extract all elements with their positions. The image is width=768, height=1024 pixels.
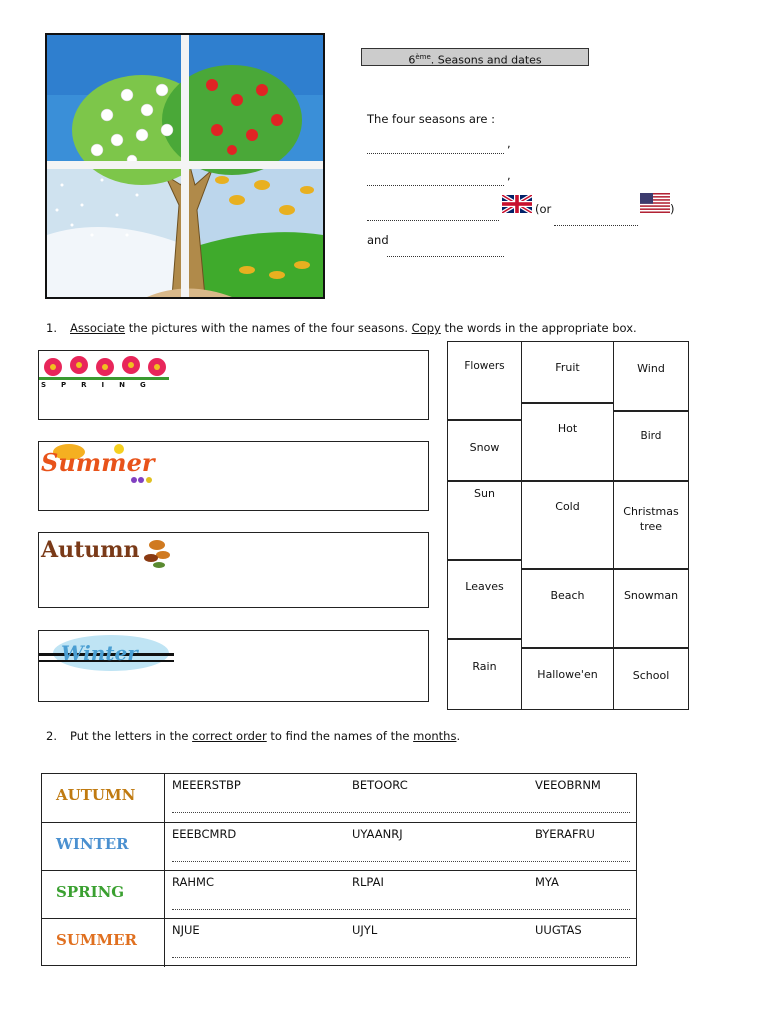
scrambled-word: BYERAFRU — [535, 827, 595, 841]
answer-line-us[interactable] — [554, 211, 638, 230]
exercise-2-instruction: Put the letters in the correct order to find the names of the months. — [70, 729, 461, 743]
four-seasons-label: The four seasons are : — [367, 112, 496, 126]
comma-1: , — [507, 136, 511, 150]
scrambled-word: VEEOBRNM — [535, 778, 601, 792]
word-cell-leaves[interactable]: Leaves — [447, 560, 522, 639]
word-cell-beach[interactable]: Beach — [521, 569, 614, 648]
answer-line[interactable] — [172, 812, 630, 813]
word-cell-school[interactable]: School — [613, 648, 689, 710]
us-flag-icon — [640, 193, 670, 213]
and-label: and — [367, 233, 389, 247]
autumn-box[interactable] — [38, 532, 429, 608]
table-row — [42, 822, 636, 871]
spring-box[interactable] — [38, 350, 429, 420]
exercise-2-number: 2. — [46, 729, 57, 743]
answer-line-4[interactable] — [387, 242, 504, 261]
summer-box[interactable] — [38, 441, 429, 511]
word-cell-flowers[interactable]: Flowers — [447, 341, 522, 420]
scrambled-word: UUGTAS — [535, 923, 582, 937]
answer-line-1[interactable] — [367, 139, 504, 158]
answer-line[interactable] — [172, 909, 630, 910]
spring-logo-image — [39, 351, 174, 393]
spring-label-image: SPRING — [42, 871, 165, 919]
word-cell-christmas-tree[interactable]: Christmas tree — [613, 481, 689, 569]
word-cell-snowman[interactable]: Snowman — [613, 569, 689, 648]
scrambled-word: EEEBCMRD — [172, 827, 237, 841]
scrambled-word: UYAANRJ — [352, 827, 403, 841]
summer-label-image: SUMMER — [42, 919, 165, 967]
winter-label-image: WINTER — [42, 823, 165, 871]
table-row — [42, 774, 636, 822]
word-cell-fruit[interactable]: Fruit — [521, 341, 614, 403]
autumn-logo-text: Autumn — [41, 537, 140, 563]
scrambled-word: MEEERSTBP — [172, 778, 241, 792]
word-cell-sun[interactable]: Sun — [447, 481, 522, 560]
answer-line[interactable] — [172, 861, 630, 862]
answer-line-2[interactable] — [367, 171, 504, 190]
word-cell-wind[interactable]: Wind — [613, 341, 689, 411]
table-row — [42, 870, 636, 919]
word-cell-snow[interactable]: Snow — [447, 420, 522, 481]
spring-logo-text: SPRING — [41, 381, 161, 389]
answer-line[interactable] — [172, 957, 630, 958]
word-cell-halloween[interactable]: Hallowe'en — [521, 648, 614, 710]
word-cell-rain[interactable]: Rain — [447, 639, 522, 710]
scrambled-word: MYA — [535, 875, 559, 889]
winter-logo-text: Winter — [61, 641, 138, 665]
word-cell-cold[interactable]: Cold — [521, 481, 614, 569]
autumn-logo-image — [39, 533, 174, 578]
scrambled-word: UJYL — [352, 923, 378, 937]
word-cell-hot[interactable]: Hot — [521, 403, 614, 481]
table-row — [42, 918, 636, 967]
winter-box[interactable] — [38, 630, 429, 702]
comma-2: , — [507, 168, 511, 182]
scrambled-word: RLPAI — [352, 875, 384, 889]
seasons-tree-image — [45, 33, 325, 299]
worksheet-title: 6ème. Seasons and dates — [361, 48, 589, 66]
summer-logo-image — [39, 442, 174, 487]
or-close: ) — [670, 202, 675, 216]
months-table — [41, 773, 637, 966]
exercise-1-number: 1. — [46, 321, 57, 335]
winter-logo-image — [39, 631, 174, 676]
answer-line-3[interactable] — [367, 206, 499, 225]
exercise-1-instruction: Associate the pictures with the names of the four seasons. Copy the words in the appropriate box. — [70, 321, 637, 335]
word-cell-bird[interactable]: Bird — [613, 411, 689, 481]
scrambled-word: NJUE — [172, 923, 200, 937]
or-open: (or — [535, 202, 552, 216]
scrambled-word: BETOORC — [352, 778, 408, 792]
scrambled-word: RAHMC — [172, 875, 214, 889]
autumn-label-image: AUTUMN — [42, 774, 165, 822]
summer-logo-text: Summer — [41, 448, 155, 477]
uk-flag-icon — [502, 195, 532, 213]
